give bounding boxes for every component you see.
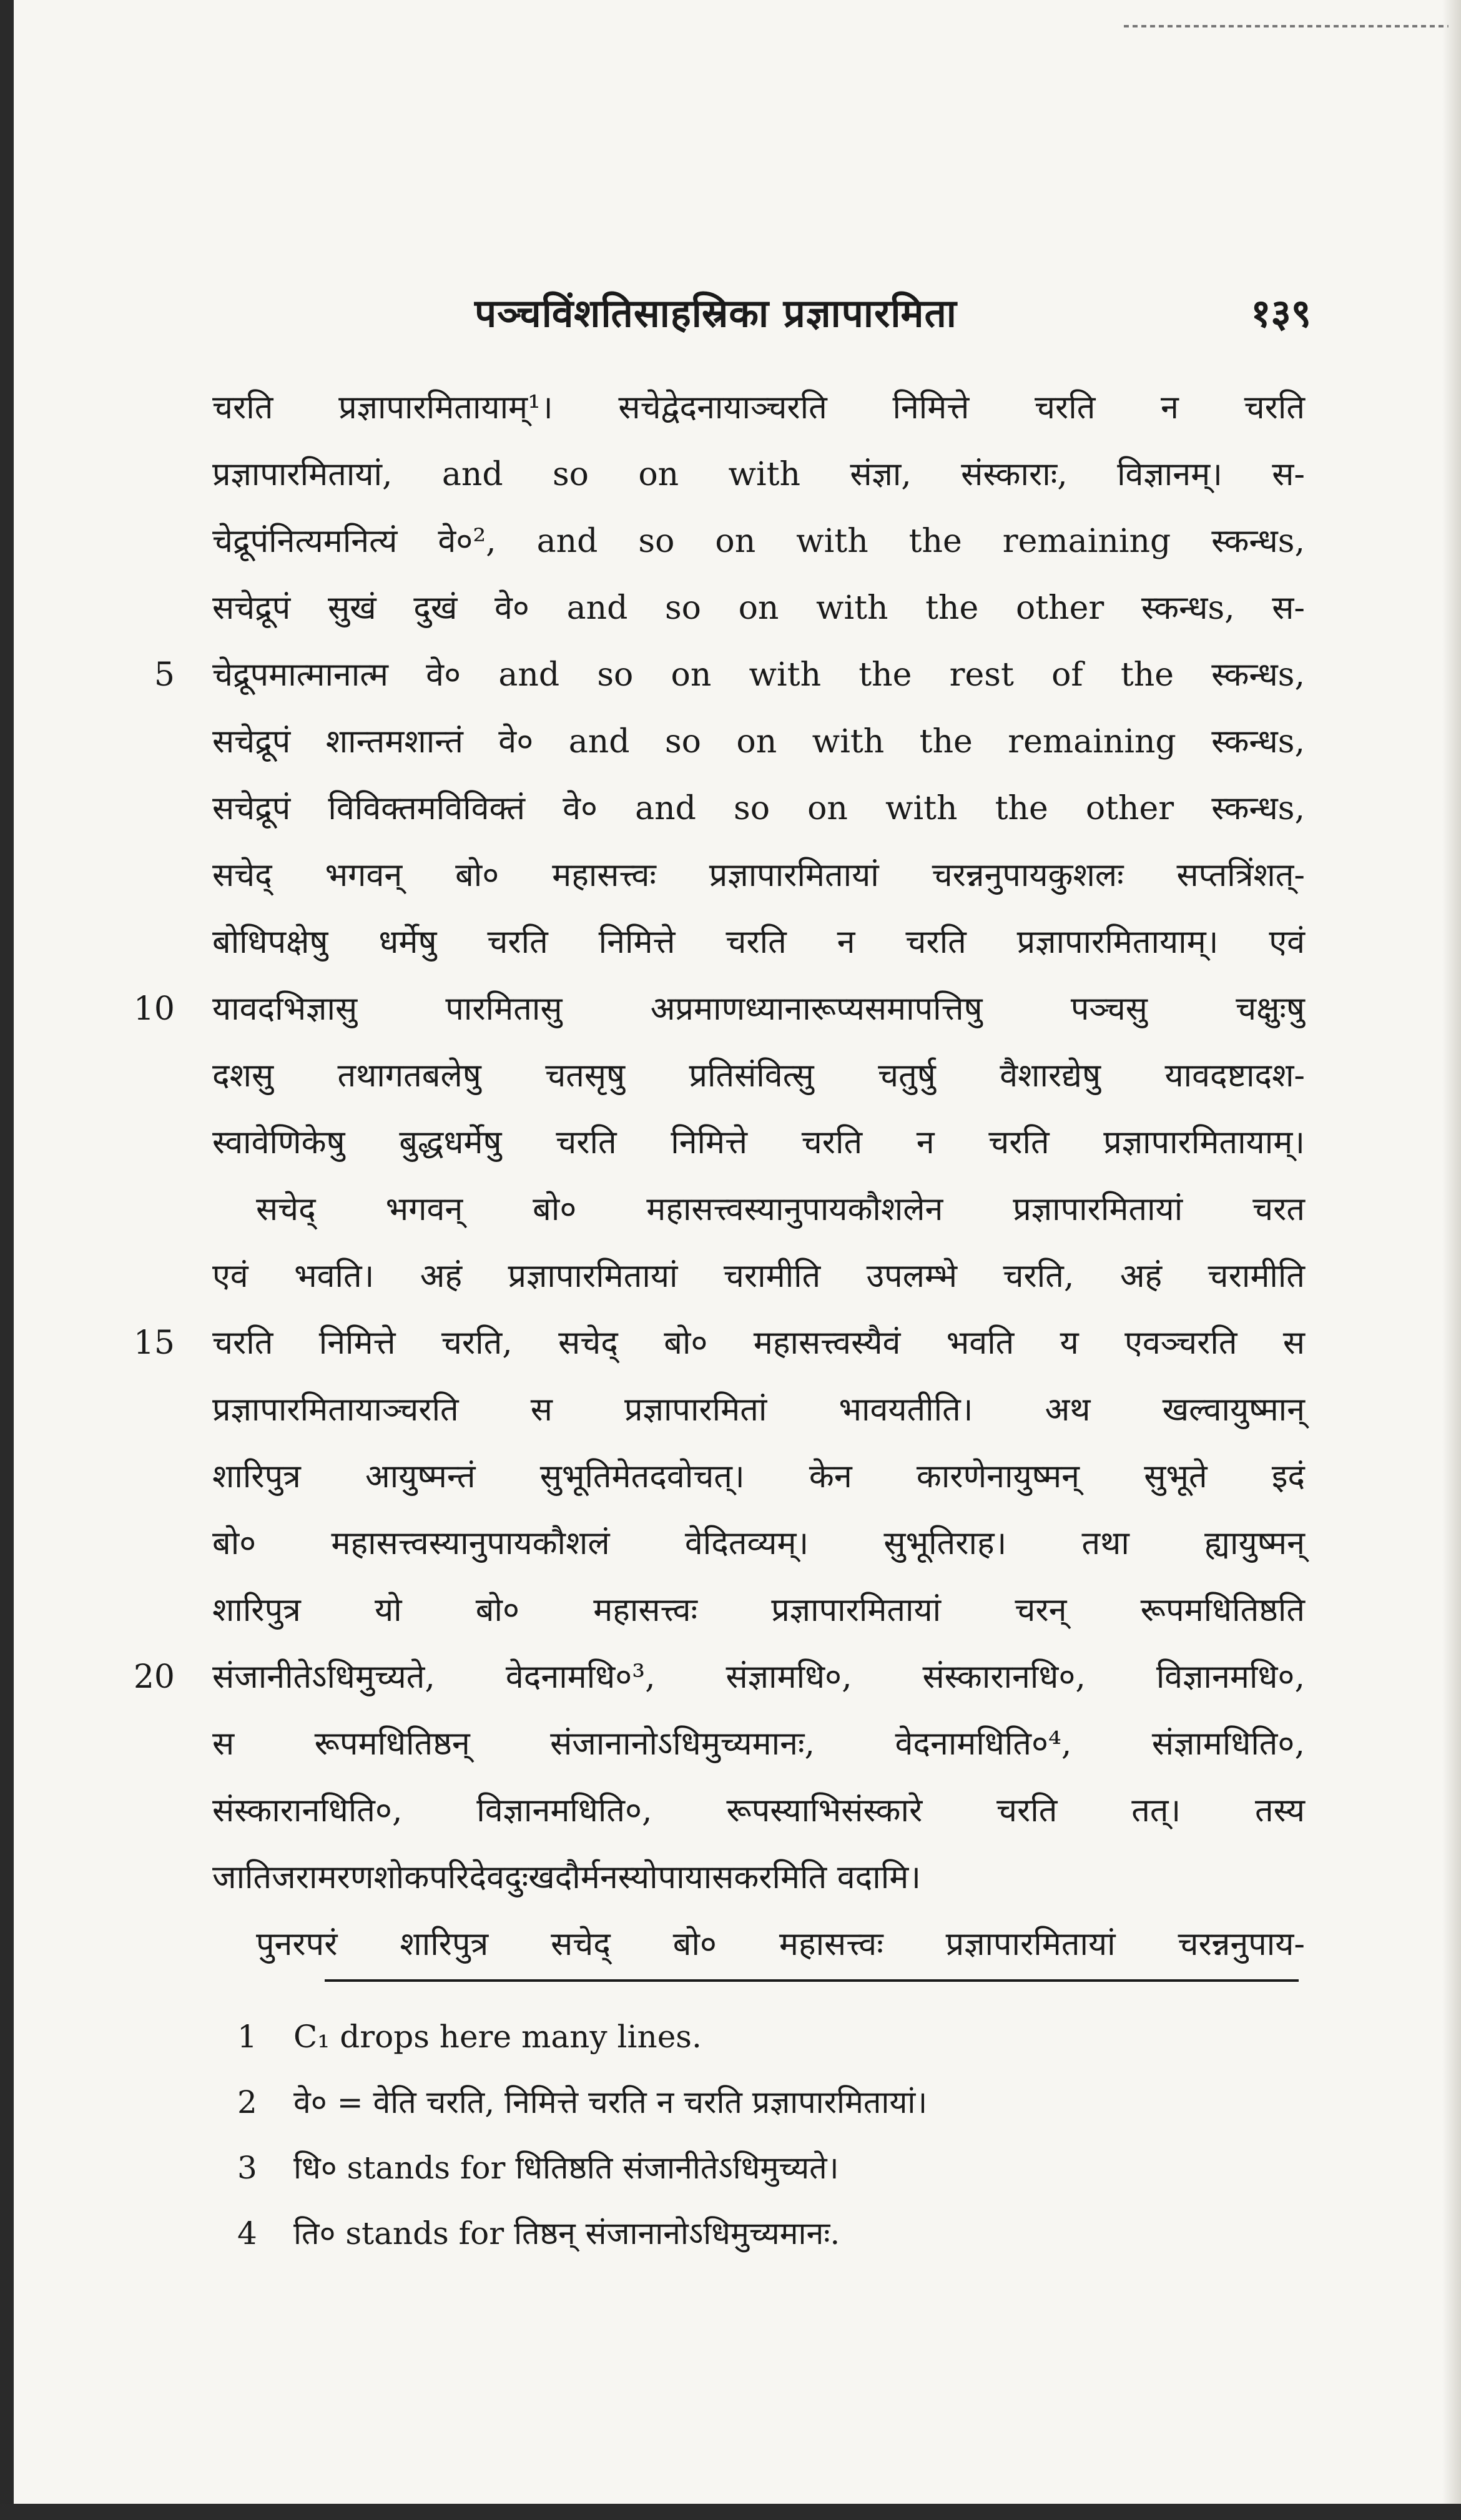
text-line (133, 1310, 1305, 1377)
text-line (133, 1644, 1305, 1711)
text-line (212, 709, 1305, 775)
line-number: 10 (133, 990, 175, 1028)
line-text: दशसु तथागतबलेषु चतसृषु प्रतिसंवित्सु चतुर्षु वैशारद्येषु यावदष्टादश- (212, 1057, 1305, 1095)
line-number: 20 (133, 1658, 175, 1696)
footnote (237, 2004, 1299, 2070)
line-text: सचेद्रूपं शान्तमशान्तं वे० and so on with the remaining स्कन्धs, (212, 723, 1305, 760)
text-line (212, 909, 1305, 976)
line-text: सचेद् भगवन् बो० महासत्त्वः प्रज्ञापारमितायां चरन्ननुपायकुशलः सप्तत्रिंशत्- (212, 857, 1305, 894)
text-line (133, 976, 1305, 1043)
footnote-number: 4 (237, 2215, 257, 2252)
line-text: चेद्रूपंनित्यमनित्यं वे०², and so on with the remaining स्कन्धs, (212, 523, 1305, 560)
line-number: 15 (133, 1324, 175, 1362)
line-text: चरति प्रज्ञापारमितायाम्¹। सचेद्वेदनायाञ्चरति निमित्ते चरति न चरति (212, 389, 1305, 426)
text-line (212, 1778, 1305, 1844)
footnote (237, 2201, 1299, 2267)
footnote-number: 3 (237, 2150, 257, 2186)
page-number: १३९ (1251, 290, 1311, 336)
text-line (212, 1711, 1305, 1778)
line-text: संजानीतेऽधिमुच्यते, वेदनामधि०³, संज्ञामधि०, संस्कारानधि०, विज्ञानमधि०, (212, 1658, 1305, 1696)
top-edge-rule (1124, 25, 1449, 27)
footnote-text: C₁ drops here many lines. (293, 2019, 702, 2055)
text-line (212, 1577, 1305, 1644)
text-line (212, 1043, 1305, 1110)
footnote-text: वे० = वेति चरति, निमित्ते चरति न चरति प्रज्ञापारमितायां। (293, 2084, 928, 2120)
text-line (212, 1110, 1305, 1176)
text-line (212, 575, 1305, 642)
footnotes (237, 2004, 1299, 2267)
line-text: स्वावेणिकेषु बुद्धधर्मेषु चरति निमित्ते चरति न चरति प्रज्ञापारमितायाम्। (212, 1124, 1305, 1161)
line-text: चेद्रूपमात्मानात्म वे० and so on with the rest of the स्कन्धs, (212, 656, 1305, 694)
text-line (212, 775, 1305, 842)
text-line (212, 1243, 1305, 1310)
line-text: बो० महासत्त्वस्यानुपायकौशलं वेदितव्यम्। सुभूतिराह। तथा ह्यायुष्मन् (212, 1525, 1305, 1562)
line-text: शारिपुत्र आयुष्मन्तं सुभूतिमेतदवोचत्। केन कारणेनायुष्मन् सुभूते इदं (212, 1458, 1305, 1495)
text-line (212, 842, 1305, 909)
line-text: शारिपुत्र यो बो० महासत्त्वः प्रज्ञापारमितायां चरन् रूपमधितिष्ठति (212, 1592, 1305, 1629)
line-text: सचेद्रूपं सुखं दुखं वे० and so on with the other स्कन्धs, स- (212, 589, 1305, 627)
footnote-number: 1 (237, 2019, 257, 2055)
text-line (154, 642, 1305, 709)
text-line (212, 1444, 1305, 1510)
text-line (212, 1911, 1305, 1978)
footnote-number: 2 (237, 2084, 257, 2120)
footnote-separator (325, 1979, 1299, 1982)
text-line (212, 1176, 1305, 1243)
footnote-text: ति० stands for तिष्ठन् संजानानोऽधिमुच्यमानः. (293, 2215, 840, 2252)
running-title: पञ्चविंशतिसाहस्रिका प्रज्ञापारमिता (475, 290, 957, 336)
footnote (237, 2070, 1299, 2135)
line-text: पुनरपरं शारिपुत्र सचेद् बो० महासत्त्वः प्रज्ञापारमितायां चरन्ननुपाय- (256, 1926, 1305, 1963)
text-line (212, 508, 1305, 575)
line-text: सचेद् भगवन् बो० महासत्त्वस्यानुपायकौशलेन प्रज्ञापारमितायां चरत (256, 1191, 1305, 1228)
line-text: प्रज्ञापारमितायां, and so on with संज्ञा, संस्काराः, विज्ञानम्। स- (212, 456, 1305, 493)
line-text: संस्कारानधिति०, विज्ञानमधिति०, रूपस्याभिसंस्कारे चरति तत्। तस्य (212, 1792, 1305, 1829)
footnote (237, 2135, 1299, 2201)
page-header (212, 275, 1311, 343)
book-binding-edge (0, 0, 14, 2520)
line-text: स रूपमधितिष्ठन् संजानानोऽधिमुच्यमानः, वेदनामधिति०⁴, संज्ञामधिति०, (212, 1725, 1305, 1763)
text-line (212, 1510, 1305, 1577)
page-edge-shadow (1442, 0, 1461, 2520)
line-text: सचेद्रूपं विविक्तमविविक्तं वे० and so on with the other स्कन्धs, (212, 790, 1305, 827)
line-text: जातिजरामरणशोकपरिदेवदुःखदौर्मनस्योपायासकरमिति वदामि। (212, 1859, 921, 1896)
text-line (212, 441, 1305, 508)
text-line (212, 375, 1305, 441)
line-text: बोधिपक्षेषु धर्मेषु चरति निमित्ते चरति न चरति प्रज्ञापारमितायाम्। एवं (212, 923, 1305, 961)
main-text (133, 375, 1305, 1978)
text-line (212, 1377, 1305, 1444)
line-text: प्रज्ञापारमितायाञ्चरति स प्रज्ञापारमितां भावयतीति। अथ खल्वायुष्मान् (212, 1391, 1305, 1429)
line-text: यावदभिज्ञासु पारमितासु अप्रमाणध्यानारूप्यसमापत्तिषु पञ्चसु चक्षुःषु (212, 990, 1305, 1028)
line-text: एवं भवति। अहं प्रज्ञापारमितायां चरामीति उपलम्भे चरति, अहं चरामीति (212, 1258, 1305, 1295)
bottom-page-edge (0, 2504, 1461, 2520)
text-line (212, 1844, 1305, 1911)
footnote-text: धि० stands for धितिष्ठति संजानीतेऽधिमुच्यते। (293, 2150, 839, 2186)
line-text: चरति निमित्ते चरति, सचेद् बो० महासत्त्वस्यैवं भवति य एवञ्चरति स (212, 1324, 1305, 1362)
line-number: 5 (154, 656, 175, 694)
